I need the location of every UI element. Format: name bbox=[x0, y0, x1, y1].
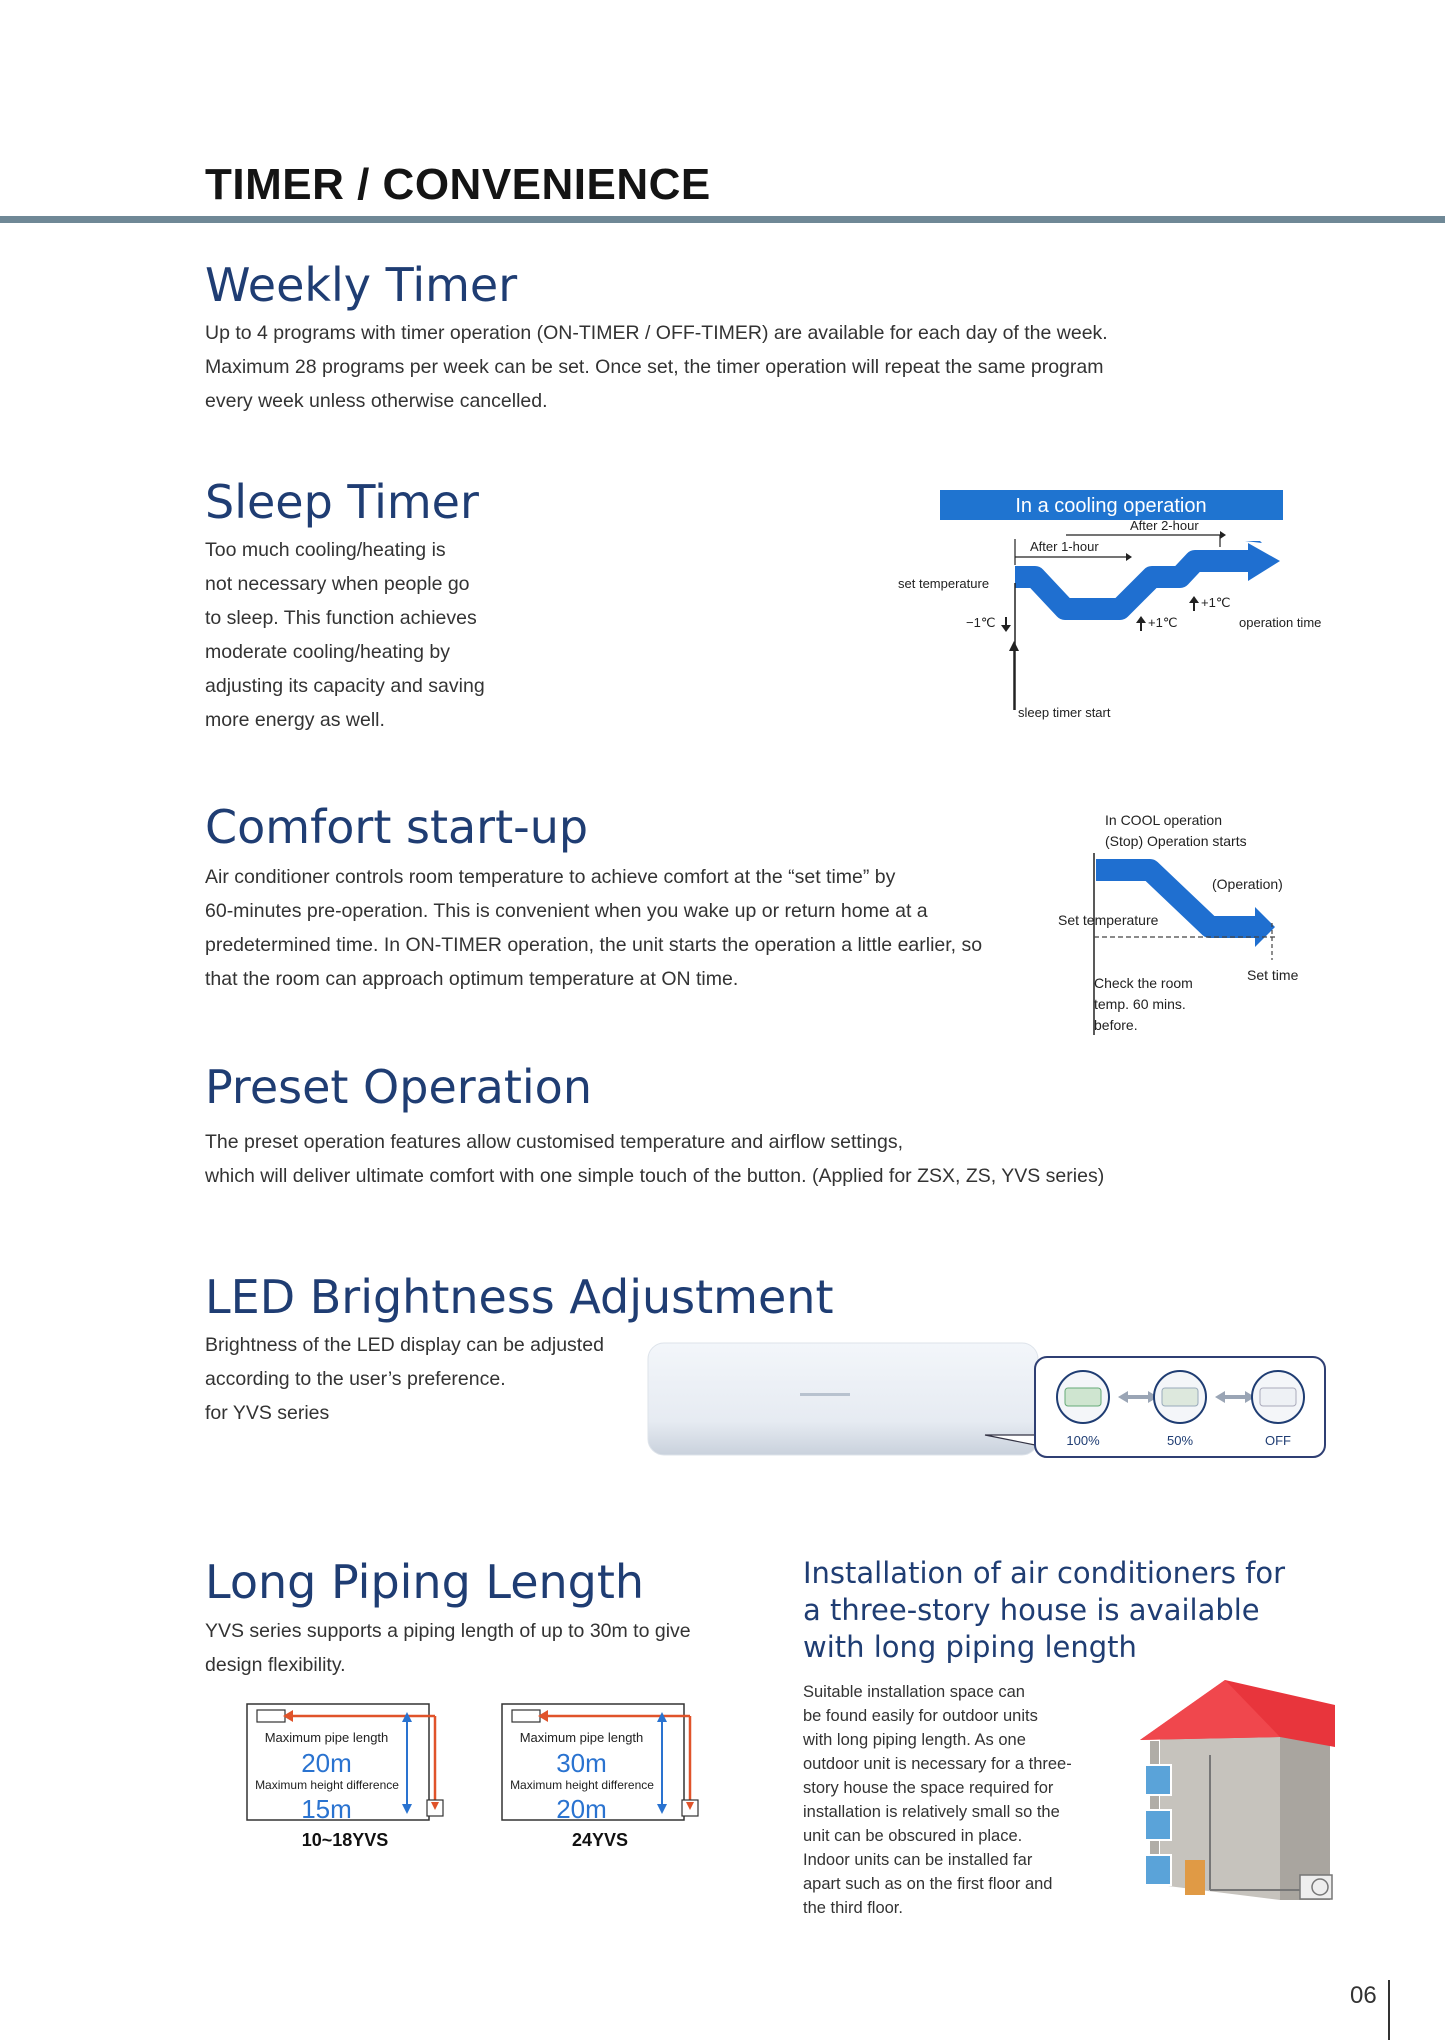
max-height-diff-value: 20m bbox=[556, 1794, 607, 1824]
installation-title bbox=[803, 1555, 1303, 1666]
text-line: which will deliver ultimate comfort with one simple touch of the button. (Applied for ZSX, ZS, YVS series) bbox=[205, 1165, 1105, 1187]
plus-1c-label: +1℃ bbox=[1201, 595, 1231, 610]
preset-operation-title: Preset Operation bbox=[205, 1060, 592, 1114]
pipe-spec-24yvs bbox=[500, 1700, 705, 1865]
text-line: apart such as on the first floor and bbox=[803, 1875, 1053, 1893]
check-room-label: before. bbox=[1094, 1017, 1138, 1033]
operation-starts-label: (Stop) Operation starts bbox=[1105, 833, 1247, 849]
text-line: more energy as well. bbox=[205, 709, 385, 731]
led-brightness-title: LED Brightness Adjustment bbox=[205, 1270, 834, 1324]
check-room-label: Check the room bbox=[1094, 975, 1193, 991]
text-line: Suitable installation space can bbox=[803, 1683, 1025, 1701]
text-line: with long piping length bbox=[803, 1630, 1137, 1664]
check-room-label: temp. 60 mins. bbox=[1094, 996, 1186, 1012]
text-line: design flexibility. bbox=[205, 1654, 346, 1676]
indoor-unit-image bbox=[648, 1343, 1038, 1455]
text-line: outdoor unit is necessary for a three- bbox=[803, 1755, 1072, 1773]
text-line: with long piping length. As one bbox=[803, 1731, 1026, 1749]
text-line: predetermined time. In ON-TIMER operation, the unit starts the operation a little earlier, so bbox=[205, 934, 983, 956]
led-level-label: 50% bbox=[1166, 1433, 1194, 1448]
down-arrow-icon bbox=[1001, 625, 1011, 632]
weekly-timer-text bbox=[205, 316, 1205, 418]
model-label: 24YVS bbox=[571, 1830, 629, 1850]
text-line: to sleep. This function achieves bbox=[205, 607, 477, 629]
text-line: The preset operation features allow customised temperature and airflow settings, bbox=[205, 1131, 904, 1153]
led-level-label: OFF bbox=[1265, 1433, 1291, 1448]
max-height-diff-label: Maximum height difference bbox=[255, 1778, 399, 1792]
sleep-timer-title: Sleep Timer bbox=[205, 475, 479, 529]
comfort-startup-text bbox=[205, 860, 1055, 996]
pipe-spec-10-18yvs bbox=[245, 1700, 450, 1865]
text-line: according to the user’s preference. bbox=[205, 1368, 506, 1390]
long-piping-title: Long Piping Length bbox=[205, 1555, 645, 1609]
max-pipe-length-value: 30m bbox=[556, 1748, 607, 1778]
text-line: Too much cooling/heating is bbox=[205, 539, 446, 561]
max-pipe-length-value: 20m bbox=[301, 1748, 352, 1778]
plus-1c-label: +1℃ bbox=[1148, 615, 1178, 630]
text-line: Installation of air conditioners for bbox=[803, 1556, 1286, 1590]
text-line: installation is relatively small so the bbox=[803, 1803, 1060, 1821]
set-time-label: Set time bbox=[1247, 967, 1299, 983]
page-number-rule bbox=[1388, 1980, 1390, 2040]
text-line: be found easily for outdoor units bbox=[803, 1707, 1038, 1725]
outdoor-unit-icon bbox=[1300, 1875, 1332, 1899]
set-temperature-label: set temperature bbox=[898, 576, 990, 591]
text-line: Maximum 28 programs per week can be set. Once set, the timer operation will repeat the same program bbox=[205, 356, 1104, 378]
text-line: Indoor units can be installed far bbox=[803, 1851, 1033, 1869]
weekly-timer-title: Weekly Timer bbox=[205, 258, 518, 312]
sleep-timer-text bbox=[205, 533, 545, 737]
led-brightness-text bbox=[205, 1328, 645, 1430]
operation-label: (Operation) bbox=[1212, 876, 1283, 892]
sleep-timer-start-label: sleep timer start bbox=[1018, 705, 1111, 720]
text-line: Brightness of the LED display can be adjusted bbox=[205, 1334, 604, 1356]
text-line: a three-story house is available bbox=[803, 1593, 1260, 1627]
comfort-startup-title: Comfort start-up bbox=[205, 800, 589, 854]
text-line: unit can be obscured in place. bbox=[803, 1827, 1023, 1845]
cooling-banner-label: In a cooling operation bbox=[1015, 495, 1207, 517]
text-line: adjusting its capacity and saving bbox=[205, 675, 485, 697]
three-story-house-image bbox=[1130, 1675, 1350, 1915]
after-1-hour-label: After 1-hour bbox=[1030, 539, 1099, 554]
section-title: TIMER / CONVENIENCE bbox=[205, 160, 711, 209]
minus-1c-label: −1℃ bbox=[966, 615, 996, 630]
text-line: YVS series supports a piping length of up to 30m to give bbox=[205, 1620, 691, 1642]
page-number: 06 bbox=[1350, 1982, 1377, 2009]
cool-operation-label: In COOL operation bbox=[1105, 812, 1222, 828]
text-line: not necessary when people go bbox=[205, 573, 470, 595]
led-illustration bbox=[640, 1335, 1340, 1465]
header-rule bbox=[0, 216, 1445, 223]
sleep-timer-diagram bbox=[890, 485, 1350, 730]
text-line: 60-minutes pre-operation. This is convenient when you wake up or return home at a bbox=[205, 900, 928, 922]
text-line: Air conditioner controls room temperature to achieve comfort at the “set time” by bbox=[205, 866, 896, 888]
text-line: story house the space required for bbox=[803, 1779, 1054, 1797]
operation-time-label: operation time bbox=[1239, 615, 1322, 630]
set-temperature-label: Set temperature bbox=[1058, 912, 1159, 928]
text-line: that the room can approach optimum temperature at ON time. bbox=[205, 968, 739, 990]
text-line: every week unless otherwise cancelled. bbox=[205, 390, 548, 412]
model-label: 10~18YVS bbox=[301, 1830, 389, 1850]
installation-text bbox=[803, 1680, 1113, 1920]
text-line: for YVS series bbox=[205, 1402, 330, 1424]
curve-arrowhead bbox=[1248, 543, 1280, 581]
max-pipe-length-label: Maximum pipe length bbox=[264, 1730, 389, 1745]
comfort-startup-diagram bbox=[1050, 805, 1335, 1040]
after-2-hour-label: After 2-hour bbox=[1130, 518, 1199, 533]
max-pipe-length-label: Maximum pipe length bbox=[519, 1730, 644, 1745]
text-line: the third floor. bbox=[803, 1899, 903, 1917]
preset-operation-text bbox=[205, 1125, 1255, 1193]
max-height-diff-value: 15m bbox=[301, 1794, 352, 1824]
max-height-diff-label: Maximum height difference bbox=[510, 1778, 654, 1792]
long-piping-text bbox=[205, 1614, 765, 1682]
text-line: Up to 4 programs with timer operation (ON-TIMER / OFF-TIMER) are available for each day of the week. bbox=[205, 322, 1108, 344]
up-arrow-icon bbox=[1009, 641, 1019, 651]
text-line: moderate cooling/heating by bbox=[205, 641, 450, 663]
led-level-label: 100% bbox=[1066, 1433, 1100, 1448]
